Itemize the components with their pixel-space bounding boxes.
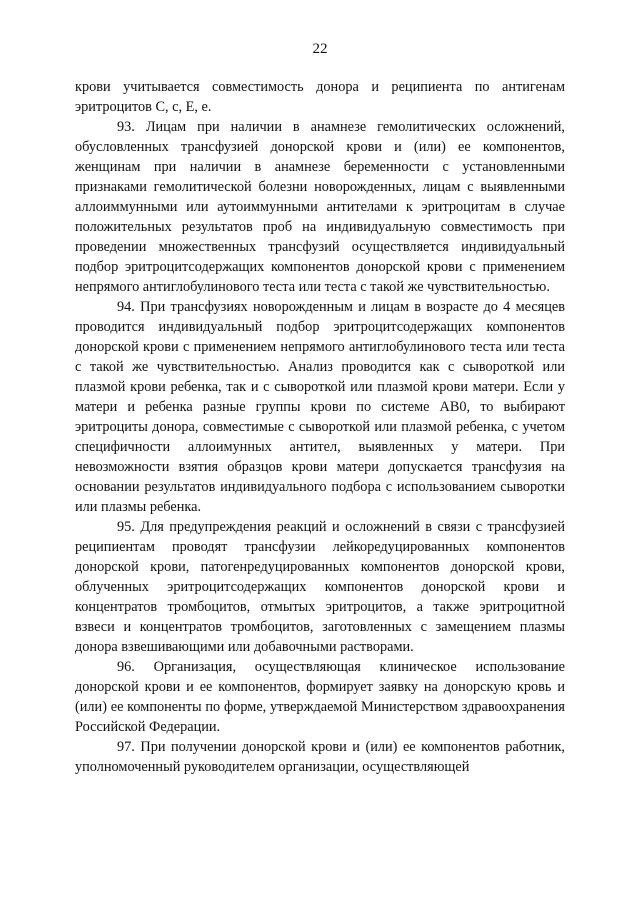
paragraph-continuation: крови учитывается совместимость донора и реципиента по антигенам эритроцитов C, c, E, e. xyxy=(75,79,565,115)
paragraph-94: 94. При трансфузиях новорожденным и лицам в возрасте до 4 месяцев проводится индивидуальный подбор эритроцитсодержащих компонентов донорской крови с применением непрямого антиглобулинового теста или теста с такой же чувствительностью. Анализ проводится как с сывороткой или плазмой крови ребенка, так и с сывороткой или плазмой крови матери. Если у матери и ребенка разные группы крови по системе AB0, то выбирают эритроциты донора, совместимые с сывороткой или плазмой ребенка, с учетом специфичности аллоимунных антител, выявленных у матери. При невозможности взятия образцов крови матери допускается трансфузия на основании результатов индивидуального подбора с использованием сыворотки или плазмы ребенка. xyxy=(75,299,565,515)
paragraph-96: 96. Организация, осуществляющая клиническое использование донорской крови и ее компонентов, формирует заявку на донорскую кровь и (или) ее компоненты по форме, утверждаемой Министерством здравоохранения Российской Федерации. xyxy=(75,659,565,735)
document-body xyxy=(75,77,565,777)
paragraph-93: 93. Лицам при наличии в анамнезе гемолитических осложнений, обусловленных трансфузией донорской крови и (или) ее компонентов, женщинам при наличии в анамнезе беременности с установленными признаками гемолитической болезни новорожденных, лицам с выявленными аллоиммунными или аутоиммунными антителами к эритроцитам в случае положительных результатов проб на индивидуальную совместимость при проведении множественных трансфузий осуществляется индивидуальный подбор эритроцитсодержащих компонентов донорской крови с применением непрямого антиглобулинового теста или теста с такой же чувствительностью. xyxy=(75,119,565,295)
page-number: 22 xyxy=(312,41,328,57)
paragraph-95: 95. Для предупреждения реакций и осложнений в связи с трансфузией реципиентам проводят трансфузии лейкоредуцированных компонентов донорской крови, патогенредуцированных компонентов донорской крови, облученных эритроцитсодержащих компонентов донорской крови и концентратов тромбоцитов, отмытых эритроцитов, а также эритроцитной взвеси и концентратов тромбоцитов, заготовленных с замещением плазмы донора взвешивающими или добавочными растворами. xyxy=(75,519,565,655)
paragraph-97: 97. При получении донорской крови и (или) ее компонентов работник, уполномоченный руководителем организации, осуществляющей xyxy=(75,739,565,775)
